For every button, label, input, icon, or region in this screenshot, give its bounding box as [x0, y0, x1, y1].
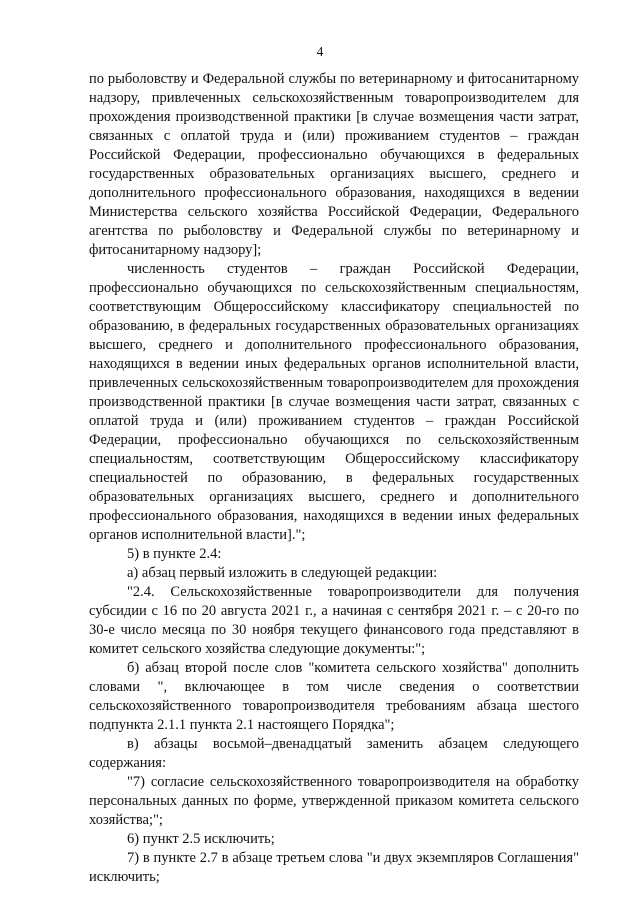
paragraph: "7) согласие сельскохозяйственного товаропроизводителя на обработку персональных данных по форме, утвержденной приказом комитета сельского хозяйства;"; [89, 774, 579, 828]
page-number: 4 [316, 44, 324, 59]
paragraph: а) абзац первый изложить в следующей редакции: [127, 565, 438, 581]
paragraph: 5) в пункте 2.4: [127, 546, 222, 562]
paragraph: в) абзацы восьмой–двенадцатый заменить абзацем следующего содержания: [89, 736, 579, 771]
paragraph: "2.4. Сельскохозяйственные товаропроизводители для получения субсидии с 16 по 20 августа 2021 г., а начиная с сентября 2021 г. – с 20-го по 30-е число месяца по 30 ноября текущего финансового года представляют в комитет сельского хозяйства следующие документы:"; [89, 584, 579, 657]
paragraph: 6) пункт 2.5 исключить; [127, 831, 275, 847]
paragraph: по рыболовству и Федеральной службы по ветеринарному и фитосанитарному надзору, привлеченных сельскохозяйственным товаропроизводителем для прохождения производственной практики [в случае возмещения части затрат, связанных с оплатой труда и (или) проживанием студентов – граждан Российской Федерации, профессионально обучающихся в федеральных государственных образовательных организациях высшего, среднего и дополнительного профессионального образования, находящихся в ведении Министерства сельского хозяйства Российской Федерации, Федерального агентства по рыболовству и Федеральной службы по ветеринарному и фитосанитарному надзору]; [89, 71, 579, 258]
paragraph: численность студентов – граждан Российской Федерации, профессионально обучающихся по сельскохозяйственным специальностям, соответствующим Общероссийскому классификатору специальностей по образованию, в федеральных государственных образовательных организациях высшего, среднего и дополнительного профессионального образования, находящихся в ведении иных федеральных органов исполнительной власти, привлеченных сельскохозяйственным товаропроизводителем для прохождения производственной практики [в случае возмещения части затрат, связанных с оплатой труда и (или) проживанием студентов – граждан Российской Федерации, профессионально обучающихся по сельскохозяйственным специальностям, соответствующим Общероссийскому классификатору специальностей по образованию, в федеральных государственных образовательных организациях высшего, среднего и дополнительного профессионального образования, находящихся в ведении иных федеральных органов исполнительной власти]."; [89, 261, 579, 543]
document-body [89, 70, 579, 887]
paragraph: 7) в пункте 2.7 в абзаце третьем слова "и двух экземпляров Соглашения" исключить; [89, 850, 579, 885]
paragraph: б) абзац второй после слов "комитета сельского хозяйства" дополнить словами ", включающее в том числе сведения о соответствии сельскохозяйственного товаропроизводителя требованиям абзаца шестого подпункта 2.1.1 пункта 2.1 настоящего Порядка"; [89, 660, 579, 733]
